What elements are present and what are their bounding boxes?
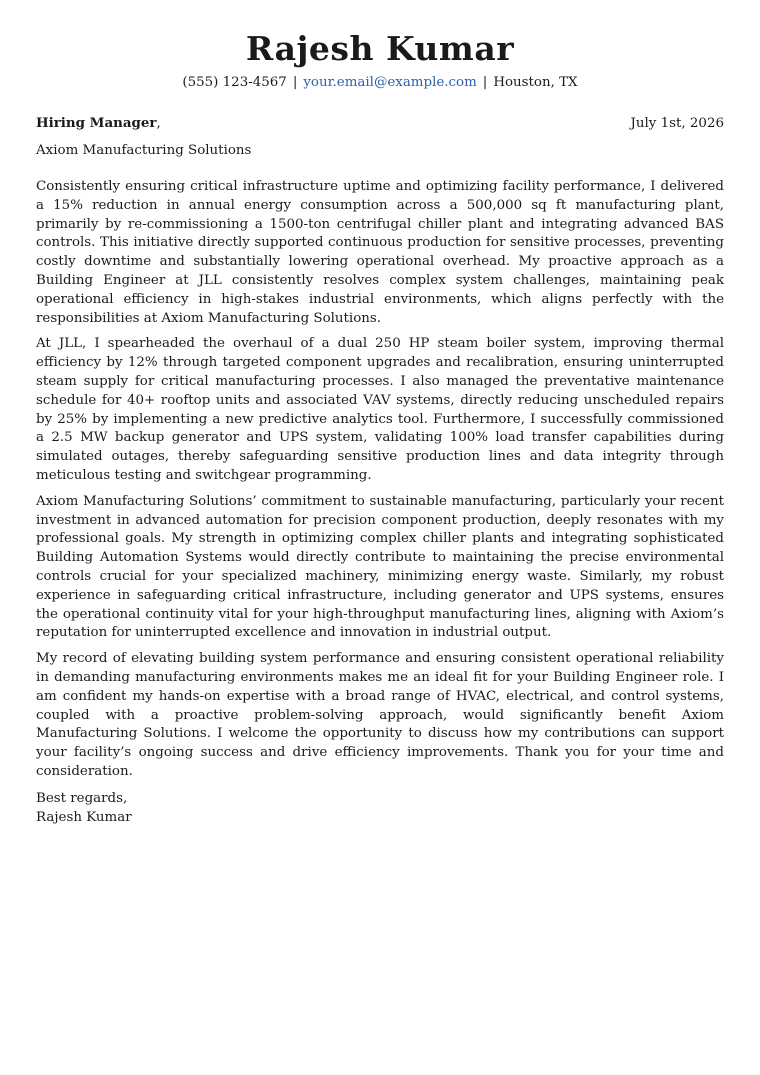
recipient-name-suffix: , [156, 116, 161, 131]
contact-separator: | [482, 75, 488, 90]
location: Houston, TX [493, 75, 578, 90]
body-paragraph: At JLL, I spearheaded the overhaul of a dual 250 HP steam boiler system, improving thermal efficiency by 12% through targeted component upgrades and recalibration, ensuring uninterrupted steam supply for critical manufacturing processes. I also managed the preventative maintenance schedule for 40+ rooftop units and associated VAV systems, directly reducing unscheduled repairs by 25% by implementing a new predictive analytics tool. Furthermore, I successfully commissioned a 2.5 MW backup generator and UPS system, validating 100% load transfer capabilities during simulated outages, thereby safeguarding sensitive production lines and data integrity through meticulous testing and switchgear programming. [36, 336, 724, 483]
body-paragraph: My record of elevating building system performance and ensuring consistent operational reliability in demanding manufacturing environments makes me an ideal fit for your Building Engineer role. I am confident my hands-on expertise with a broad range of HVAC, electrical, and control systems, coupled with a proactive problem-solving approach, would significantly benefit Axiom Manufacturing Solutions. I welcome the opportunity to discuss how my contributions can support your facility’s ongoing success and drive efficiency improvements. Thank you for your time and consideration. [36, 651, 724, 779]
contact-line [36, 73, 724, 93]
recipient-name: Hiring Manager [36, 115, 157, 131]
closing-salutation: Best regards, [36, 790, 128, 806]
closing-signature: Rajesh Kumar [36, 809, 132, 825]
phone-number: (555) 123-4567 [182, 75, 287, 90]
letter-date: July 1st, 2026 [630, 116, 724, 131]
recipient-date-row [36, 114, 724, 133]
body-paragraph: Consistently ensuring critical infrastructure uptime and optimizing facility performance, I delivered a 15% reduction in annual energy consumption across a 500,000 sq ft manufacturing plant, primarily by re-commissioning a 1500-ton centrifugal chiller plant and integrating advanced BAS controls. This initiative directly supported continuous production for sensitive processes, preventing costly downtime and substantially lowering operational overhead. My proactive approach as a Building Engineer at JLL consistently resolves complex system challenges, maintaining peak operational efficiency in high-stakes industrial environments, which aligns perfectly with the responsibilities at Axiom Manufacturing Solutions. [36, 179, 724, 326]
applicant-name: Rajesh Kumar [245, 29, 515, 68]
body-paragraph: Axiom Manufacturing Solutions’ commitment to sustainable manufacturing, particularly your recent investment in advanced automation for precision component production, deeply resonates with my professional goals. My strength in optimizing complex chiller plants and integrating sophisticated Building Automation Systems would directly contribute to maintaining the precise environmental controls crucial for your specialized machinery, minimizing energy waste. Similarly, my robust experience in safeguarding critical infrastructure, including generator and UPS systems, ensures the operational continuity vital for your high-throughput manufacturing lines, aligning with Axiom’s reputation for uninterrupted excellence and innovation in industrial output. [36, 493, 724, 641]
recipient-company: Axiom Manufacturing Solutions [36, 143, 252, 158]
letter-closing [36, 789, 724, 827]
email-link[interactable]: your.email@example.com [303, 75, 477, 90]
letter-body [36, 178, 724, 782]
recipient-line [36, 114, 161, 133]
contact-separator: | [292, 75, 298, 90]
